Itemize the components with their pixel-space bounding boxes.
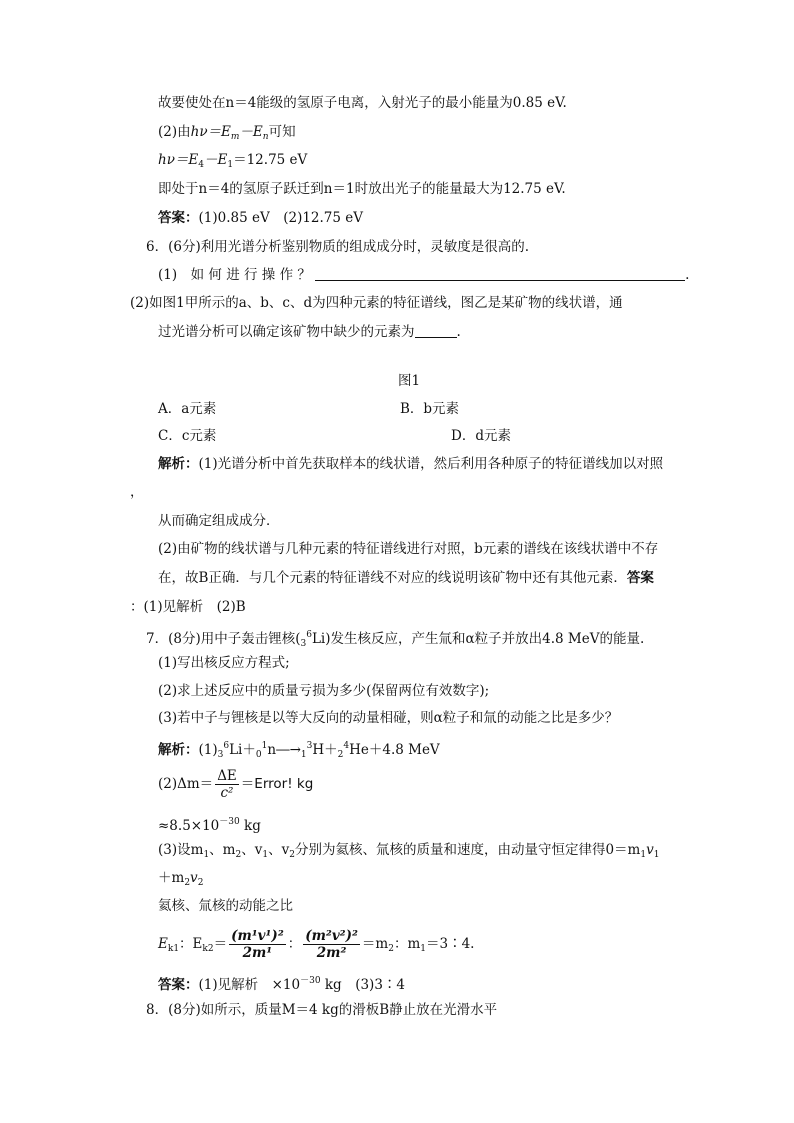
text-run: ＋m	[158, 870, 185, 886]
text-run: (2)由	[158, 124, 191, 140]
text-line: 即处于n＝4的氢原子跃迁到n＝1时放出光子的能量最大为12.75 eV.	[158, 181, 566, 197]
text-run: (1)	[198, 742, 218, 758]
text-run: E	[158, 936, 168, 952]
answer-blank	[415, 323, 457, 338]
text-run: 、v	[241, 842, 263, 858]
figure-caption: 图1	[398, 373, 421, 389]
text-run: n	[267, 742, 277, 758]
text-run: (1) 如 何 进 行 操 作 ？	[158, 267, 311, 283]
text-line: (2)由矿物的线状谱与几种元素的特征谱线进行对照，b元素的谱线在该线状谱中不存	[158, 541, 659, 557]
answer-label: 答案：	[158, 977, 199, 993]
text-run: (3)设m	[158, 842, 204, 858]
question-6-part-2: (2)如图1甲所示的a、b、c、d为四种元素的特征谱线，图乙是某矿物的线状谱，通	[130, 295, 623, 311]
arrow: ―→	[276, 742, 301, 758]
answer-blank	[315, 266, 685, 281]
answer-line	[158, 972, 405, 994]
question-6-part-2-cont	[158, 323, 461, 341]
text-line: (3)设$m_1$、$m_2$、$v_1$、$v_2$分别为氦核、氚核的质量和速度，由动量守恒定律得$0=m_1v_1$	[158, 842, 660, 860]
text-run: kg	[239, 818, 261, 834]
text-run: 可知	[268, 124, 296, 140]
analysis-label: 解析：	[158, 456, 199, 472]
answer-label: 答案：	[158, 210, 199, 226]
text-run: H＋	[312, 742, 338, 758]
question-6: 6．(6分)利用光谱分析鉴别物质的组成成分时，灵敏度是很高的.	[146, 239, 530, 255]
subscript: 4	[198, 160, 204, 170]
text-line: 故要使处在n＝4能级的氢原子电离，入射光子的最小能量为0.85 eV.	[158, 95, 567, 111]
subscript: 3	[300, 639, 307, 649]
text-run: ≈8.5×10	[158, 818, 220, 834]
answer-line	[158, 209, 363, 227]
subscript: k1	[167, 944, 180, 954]
analysis-line: 解析：$(1)_3^6Li+_0^1n―\to_1^3H+_2^4He+4.8$ MeV	[158, 741, 440, 760]
formula-run: －E	[239, 124, 263, 140]
text-line	[158, 151, 307, 174]
subscript: m	[230, 132, 240, 142]
text-run: ＝m	[361, 936, 389, 952]
text-run: ：m	[393, 936, 421, 952]
text-run: ＝Error! kg	[240, 776, 314, 792]
option-b: B．b元素	[400, 401, 460, 417]
text-line: 氦核、氚核的动能之比	[158, 898, 293, 914]
text-run: ＝	[213, 936, 228, 952]
option-c: C．c元素	[158, 428, 217, 444]
text-run: Li)发生核反应，产生氚和α粒子并放出4.8 MeV的能量.	[311, 631, 645, 647]
formula-run: hν＝E	[158, 152, 199, 168]
text-run: 、v	[268, 842, 290, 858]
subscript: n	[262, 132, 269, 142]
text-run: 分别为氦核、氚核的质量和速度，由动量守恒定律得0＝m	[294, 842, 641, 858]
question-8: 8．(8分)如所示，质量M＝4 kg的滑板B静止放在光滑水平	[146, 1002, 498, 1018]
formula-run: hν＝E	[190, 124, 231, 140]
text-run: ：E	[179, 936, 203, 952]
superscript: 6	[306, 630, 312, 640]
text-run: .	[456, 324, 461, 340]
denominator: 2m¹	[242, 945, 273, 961]
text-run: v	[190, 870, 198, 886]
text-line: ：(1)见解析 (2)B	[130, 599, 246, 615]
text-line: 从而确定组成成分．	[158, 513, 280, 529]
text-line	[158, 569, 654, 587]
superscript: －30	[219, 817, 240, 827]
text-run: 在，故B正确．与几个元素的特征谱线不对应的线说明该矿物中还有其他元素．	[158, 570, 627, 586]
denominator: 2m²	[316, 945, 347, 961]
subscript: 1	[420, 944, 426, 954]
fraction	[215, 768, 239, 801]
option-a: A．a元素	[158, 401, 217, 417]
subscript: 2	[388, 944, 394, 954]
text-line: ，	[130, 484, 144, 500]
question-7-part-1: (1)写出核反应方程式;	[158, 655, 290, 671]
formula-run: －E	[204, 152, 228, 168]
text-run: (1)光谱分析中首先获取样本的线状谱，然后利用各种原子的特征谱线加以对照	[198, 456, 664, 472]
text-line	[158, 813, 261, 835]
text-run: (1)见解析 ×10	[198, 977, 301, 993]
text-line: $+m_2v_2$	[158, 870, 204, 888]
question-7	[146, 626, 644, 653]
numerator: (m¹v¹)²	[231, 928, 284, 944]
text-run: .	[685, 267, 690, 283]
numerator: ΔE	[217, 768, 237, 784]
numerator: (m²v²)²	[305, 928, 358, 944]
kinetic-energy-ratio	[158, 925, 474, 963]
question-6-part-1	[158, 266, 689, 284]
text-run: ＝12.75 eV	[233, 152, 308, 168]
superscript: －30	[300, 976, 321, 986]
text-run: He＋4.8 MeV	[349, 742, 440, 758]
mass-defect-formula	[158, 767, 313, 801]
subscript: 1	[227, 160, 234, 170]
analysis-label: 解析：	[158, 742, 199, 758]
option-d: D．d元素	[451, 428, 511, 444]
text-run: (2)Δm＝	[158, 776, 214, 792]
subscript: k2	[202, 944, 214, 954]
text-run: kg (3)3∶4	[320, 977, 405, 993]
analysis-line	[158, 455, 663, 473]
fraction	[303, 928, 360, 961]
text-run: 、m	[209, 842, 236, 858]
text-run: ：	[287, 936, 302, 952]
text-run: Li＋	[229, 742, 256, 758]
fraction	[229, 928, 286, 961]
question-7-part-3: (3)若中子与锂核是以等大反向的动量相碰，则α粒子和氚的动能之比是多少？	[158, 710, 619, 726]
answer-label: 答案	[626, 570, 654, 586]
text-run: 过光谱分析可以确定该矿物中缺少的元素为	[158, 324, 415, 340]
question-7-part-2: (2)求上述反应中的质量亏损为多少(保留两位有效数字);	[158, 683, 490, 699]
answer-text: (1)0.85 eV (2)12.75 eV	[198, 210, 364, 226]
text-run: ＝3∶4.	[426, 936, 475, 952]
text-run: 7．(8分)用中子轰击锂核(	[146, 631, 301, 647]
denominator: c²	[220, 785, 234, 801]
text-line	[158, 123, 296, 146]
text-run: v	[646, 842, 654, 858]
